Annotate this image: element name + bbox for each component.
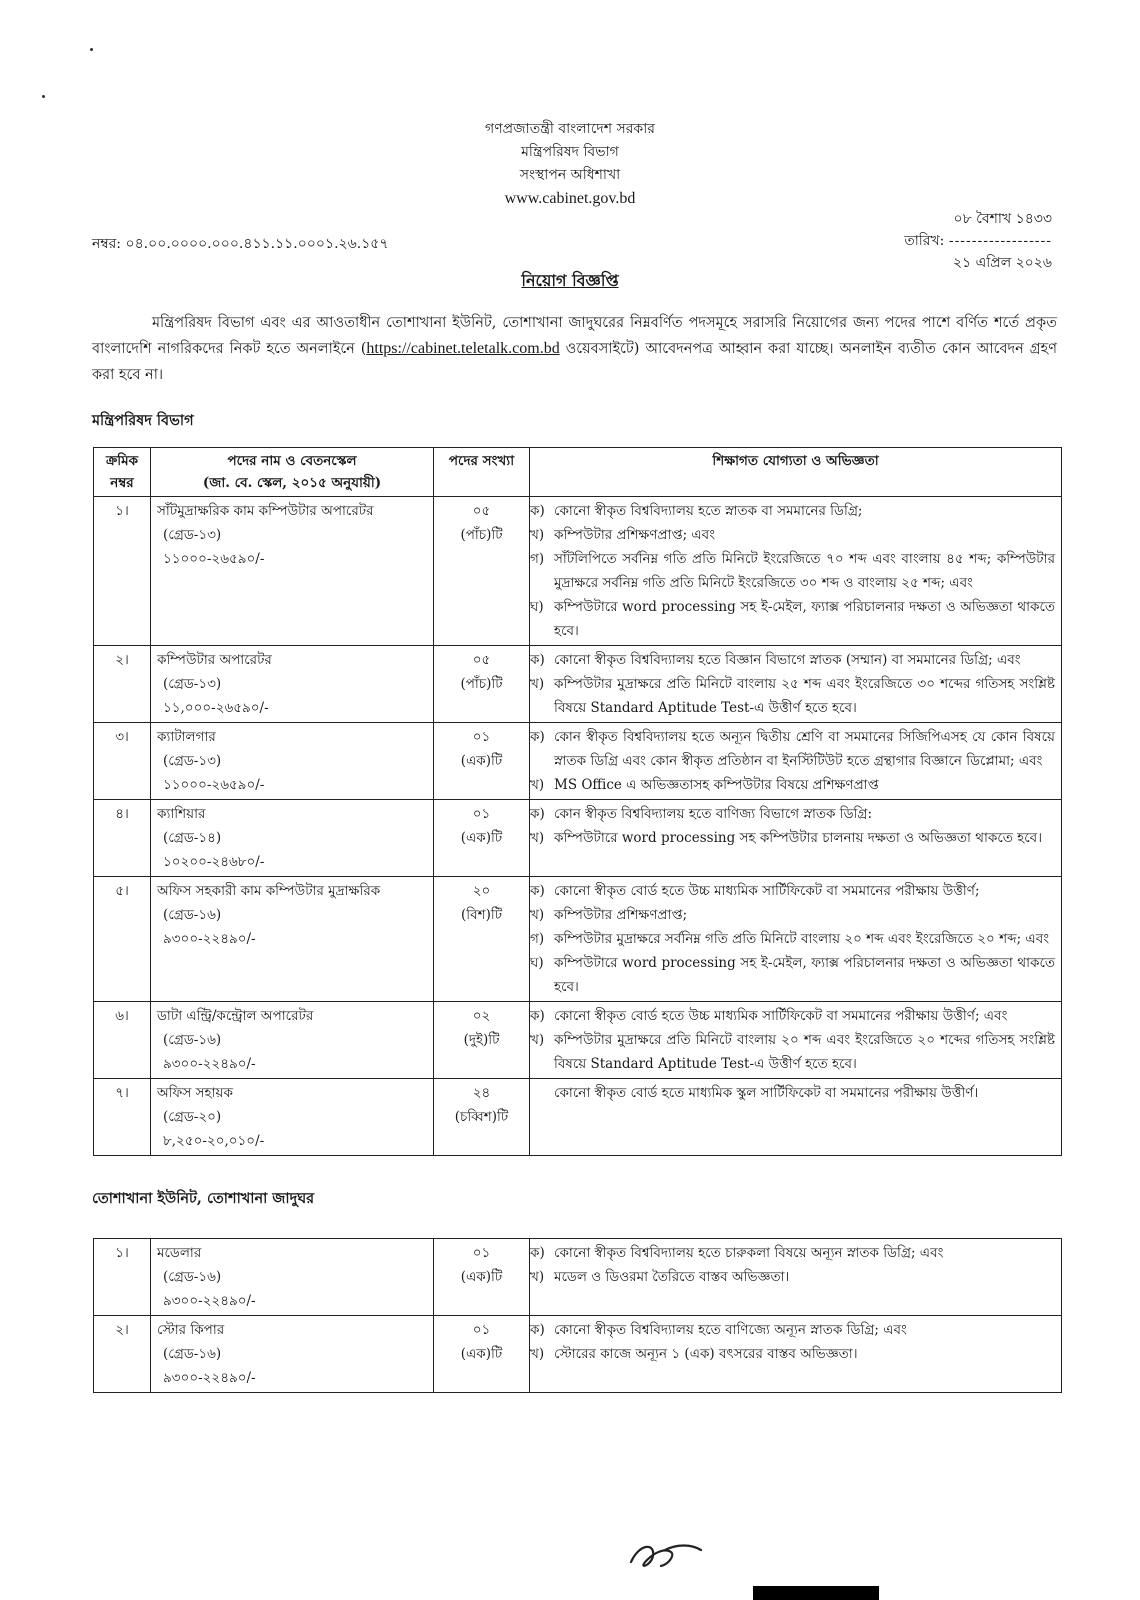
post-count-words: (এক)টি: [460, 830, 503, 846]
col-header-qualification: শিক্ষাগত যোগ্যতা ও অভিজ্ঞতা: [530, 448, 1062, 497]
qualification-item: [530, 951, 1055, 999]
website-text: www.cabinet.gov.bd: [504, 190, 636, 207]
post-count: ০৫: [472, 652, 491, 668]
serial-cell: ৫।: [94, 877, 151, 1002]
qualification-text: কোনো স্বীকৃত বোর্ড হতে উচ্চ মাধ্যমিক সার্টিফিকেট বা সমমানের পরীক্ষায় উত্তীর্ণ; এবং: [554, 1008, 1008, 1024]
post-name: ক্যাশিয়ার: [157, 806, 206, 822]
post-count-words: (পাঁচ)টি: [460, 527, 503, 543]
post-name: ডাটা এন্ট্রি/কন্ট্রোল অপারেটর: [157, 1008, 314, 1024]
qualification-item: [530, 826, 1055, 850]
post-cell: [151, 497, 434, 646]
table-row: [94, 1239, 1062, 1316]
qualification-text: কম্পিউটারে word processing সহ ই-মেইল, ফ্যাক্স পরিচালনার দক্ষতা ও অভিজ্ঞতা থাকতে হবে।: [554, 955, 1055, 995]
table-row: [94, 877, 1062, 1002]
qualification-label: [530, 1081, 554, 1105]
qualification-label: গ): [530, 931, 545, 947]
qualification-cell: [530, 800, 1062, 877]
post-count: ০১: [472, 729, 491, 745]
intro-text-start: মন্ত্রিপরিষদ বিভাগ এবং এর আওতাধীন তোশাখানা ইউনিট, তোশাখানা জাদুঘরের নিম্নবর্ণিত পদসমূহে সরাসরি নিয়োগের জন্য পদের পাশে বর্ণিত শর্তে প্রকৃত বাংলাদেশি নাগরিকদের নিকট হতে অনলাইনে (: [92, 315, 1057, 357]
post-name: অফিস সহকারী কাম কম্পিউটার মুদ্রাক্ষরিক: [157, 883, 381, 899]
qualification-item: [530, 547, 1055, 595]
post-cell: [151, 800, 434, 877]
qualification-label: খ): [530, 1346, 545, 1362]
count-cell: [434, 723, 530, 800]
qualification-item: [530, 672, 1055, 720]
qualification-label: খ): [530, 676, 545, 692]
qualification-cell: [530, 877, 1062, 1002]
post-count: ০১: [472, 1322, 491, 1338]
post-count: ০২: [472, 1008, 491, 1024]
post-cell: [151, 723, 434, 800]
qualification-item: [530, 648, 1055, 672]
qualification-item: [530, 903, 1055, 927]
count-cell: [434, 646, 530, 723]
qualification-label: ক): [530, 503, 545, 519]
qualification-label: খ): [530, 527, 545, 543]
qualification-label: খ): [530, 1032, 545, 1048]
count-cell: [434, 497, 530, 646]
serial-cell: ১।: [94, 1239, 151, 1316]
pay-scale: ৯৩০০-২২৪৯০/-: [163, 1056, 256, 1072]
qualification-label: খ): [530, 830, 545, 846]
qualification-text: কম্পিউটার প্রশিক্ষণপ্রাপ্ত; এবং: [554, 527, 715, 543]
application-link[interactable]: https://cabinet.teletalk.com.bd: [366, 340, 560, 357]
qualification-text: কোনো স্বীকৃত বিশ্ববিদ্যালয় হতে চারুকলা বিষয়ে অন্যূন স্নাতক ডিগ্রি; এবং: [554, 1245, 944, 1261]
qualification-cell: [530, 646, 1062, 723]
serial-cell: ২।: [94, 1316, 151, 1393]
qualification-label: ক): [530, 1322, 545, 1338]
division-name: মন্ত্রিপরিষদ বিভাগ: [521, 144, 619, 160]
qualification-text: কোনো স্বীকৃত বিশ্ববিদ্যালয় হতে বিজ্ঞান বিভাগে স্নাতক (সম্মান) বা সমমানের ডিগ্রি; এবং: [554, 652, 1021, 668]
table-row: [94, 1316, 1062, 1393]
serial-cell: ১।: [94, 497, 151, 646]
count-cell: [434, 1079, 530, 1156]
post-grade: (গ্রেড-২০): [163, 1109, 222, 1125]
date-bangla: ০৮ বৈশাখ ১৪৩৩: [953, 211, 1052, 227]
qualification-label: ক): [530, 806, 545, 822]
qualification-label: ঘ): [530, 955, 544, 971]
qualification-label: গ): [530, 551, 545, 567]
qualification-cell: [530, 1316, 1062, 1393]
post-count: ০৫: [472, 503, 491, 519]
col-header-post-title: পদের নাম ও বেতনস্কেল: [227, 453, 357, 469]
signature-mark: [625, 1530, 709, 1578]
qualification-text: কোন স্বীকৃত বিশ্ববিদ্যালয় হতে অন্যূন দ্বিতীয় শ্রেণি বা সমমানের সিজিপিএসহ যে কোন বিষয়ে স্নাতক ডিগ্রি এবং কোন স্বীকৃত প্রতিষ্ঠান বা ইনস্টিটিউট হতে গ্রন্থাগার বিজ্ঞানে ডিপ্লোমা; এবং: [554, 729, 1055, 769]
posts-table-cabinet: [93, 447, 1062, 1156]
post-grade: (গ্রেড-১৬): [163, 907, 222, 923]
qualification-text: কম্পিউটার প্রশিক্ষণপ্রাপ্ত;: [554, 907, 688, 923]
table-row: [94, 1002, 1062, 1079]
post-name: মডেলার: [157, 1245, 202, 1261]
qualification-item: [530, 499, 1055, 523]
post-grade: (গ্রেড-১৩): [163, 753, 222, 769]
qualification-text: কোনো স্বীকৃত বোর্ড হতে উচ্চ মাধ্যমিক সার্টিফিকেট বা সমমানের পরীক্ষায় উত্তীর্ণ;: [554, 883, 980, 899]
posts-table-toshakhana: [93, 1238, 1062, 1393]
qualification-text: সাঁটলিপিতে সর্বনিম্ন গতি প্রতি মিনিটে ইংরেজিতে ৭০ শব্দ এবং বাংলায় ৪৫ শব্দ; কম্পিউটার মুদ্রাক্ষরে সর্বনিম্ন গতি প্রতি মিনিটে ইংরেজিতে ৩০ শব্দ ও বাংলায় ২৫ শব্দ; এবং: [554, 551, 1055, 591]
qualification-item: [530, 1028, 1055, 1076]
qualification-label: খ): [530, 1269, 545, 1285]
qualification-item: [530, 927, 1055, 951]
post-count: ২০: [472, 883, 491, 899]
post-grade: (গ্রেড-১৬): [163, 1032, 222, 1048]
qualification-item: [530, 1342, 1055, 1366]
post-name: ক্যাটালগার: [157, 729, 216, 745]
qualification-text: কোনো স্বীকৃত বোর্ড হতে মাধ্যমিক স্কুল সার্টিফিকেট বা সমমানের পরীক্ষায় উত্তীর্ণ।: [554, 1085, 979, 1101]
col-header-count: পদের সংখ্যা: [434, 448, 530, 497]
qualification-text: মডেল ও ডিওরমা তৈরিতে বাস্তব অভিজ্ঞতা।: [554, 1269, 790, 1285]
post-cell: [151, 1239, 434, 1316]
wing-name: সংস্থাপন অধিশাখা: [519, 167, 621, 183]
memo-number: নম্বর: ০৪.০০.০০০০.০০০.৪১১.১১.০০০১.২৬.১৫৭: [92, 236, 389, 252]
qualification-cell: [530, 723, 1062, 800]
post-grade: (গ্রেড-১৩): [163, 527, 222, 543]
post-cell: [151, 1316, 434, 1393]
pay-scale: ৯৩০০-২২৪৯০/-: [163, 1370, 256, 1386]
serial-cell: ৩।: [94, 723, 151, 800]
count-cell: [434, 1239, 530, 1316]
letterhead: [0, 118, 1140, 210]
qualification-item: [530, 773, 1055, 797]
post-cell: [151, 1079, 434, 1156]
qualification-item: [530, 802, 1055, 826]
qualification-label: ঘ): [530, 599, 544, 615]
qualification-cell: [530, 1079, 1062, 1156]
post-grade: (গ্রেড-১৬): [163, 1346, 222, 1362]
pay-scale: ১১০০০-২৬৫৯০/-: [163, 551, 265, 567]
qualification-text: কম্পিউটারে word processing সহ ই-মেইল, ফ্যাক্স পরিচালনার দক্ষতা ও অভিজ্ঞতা থাকতে হবে।: [554, 599, 1055, 639]
qualification-item: [530, 1241, 1055, 1265]
qualification-text: কোনো স্বীকৃত বিশ্ববিদ্যালয় হতে স্নাতক বা সমমানের ডিগ্রি;: [554, 503, 863, 519]
post-grade: (গ্রেড-১৩): [163, 676, 222, 692]
count-cell: [434, 800, 530, 877]
pay-scale: ৯৩০০-২২৪৯০/-: [163, 1293, 256, 1309]
section-heading-toshakhana: তোশাখানা ইউনিট, তোশাখানা জাদুঘর: [92, 1190, 315, 1207]
qualification-label: খ): [530, 907, 545, 923]
qualification-item: [536, 1081, 1055, 1105]
table-row: [94, 723, 1062, 800]
col-header-post: [151, 448, 434, 497]
post-count-words: (এক)টি: [460, 1269, 503, 1285]
post-cell: [151, 1002, 434, 1079]
qualification-text: কোনো স্বীকৃত বিশ্ববিদ্যালয় হতে বাণিজ্যে অন্যূন স্নাতক ডিগ্রি; এবং: [554, 1322, 907, 1338]
serial-cell: ৪।: [94, 800, 151, 877]
count-cell: [434, 1002, 530, 1079]
qualification-item: [530, 595, 1055, 643]
intro-text-end: ওয়েবসাইটে) আবেদনপত্র আহ্বান করা যাচ্ছে। অনলাইন ব্যতীত কোন আবেদন গ্রহণ করা হবে না।: [92, 341, 1057, 383]
qualification-label: খ): [530, 777, 545, 793]
serial-cell: ৭।: [94, 1079, 151, 1156]
qualification-item: [530, 523, 1055, 547]
qualification-item: [530, 1265, 1055, 1289]
post-count: ০১: [472, 1245, 491, 1261]
redaction-bar: [753, 1586, 879, 1600]
date-block: [904, 208, 1052, 274]
post-count-words: (এক)টি: [460, 1346, 503, 1362]
govt-name: গণপ্রজাতন্ত্রী বাংলাদেশ সরকার: [485, 121, 655, 137]
qualification-label: ক): [530, 1008, 545, 1024]
serial-cell: ৬।: [94, 1002, 151, 1079]
qualification-text: কোন স্বীকৃত বিশ্ববিদ্যালয় হতে বাণিজ্য বিভাগে স্নাতক ডিগ্রি:: [554, 806, 873, 822]
qualification-item: [530, 1318, 1055, 1342]
qualification-cell: [530, 497, 1062, 646]
post-name: সাঁটমুদ্রাক্ষরিক কাম কম্পিউটার অপারেটর: [157, 503, 374, 519]
post-cell: [151, 877, 434, 1002]
post-count-words: (এক)টি: [460, 753, 503, 769]
post-name: অফিস সহায়ক: [157, 1085, 233, 1101]
scan-speck: [42, 95, 45, 98]
table-row: [94, 800, 1062, 877]
qualification-item: [530, 879, 1055, 903]
pay-scale: ১১,০০০-২৬৫৯০/-: [163, 700, 269, 716]
post-grade: (গ্রেড-১৪): [163, 830, 222, 846]
col-header-post-scale: (জা. বে. স্কেল, ২০১৫ অনুযায়ী): [202, 475, 382, 491]
table-row: [94, 497, 1062, 646]
section-heading-cabinet: মন্ত্রিপরিষদ বিভাগ: [92, 412, 194, 429]
qualification-text: স্টোরের কাজে অন্যূন ১ (এক) বৎসরের বাস্তব অভিজ্ঞতা।: [554, 1346, 858, 1362]
post-count-words: (পাঁচ)টি: [460, 676, 503, 692]
qualification-item: [530, 1004, 1055, 1028]
pay-scale: ১০২০০-২৪৬৮০/-: [163, 854, 265, 870]
qualification-text: কম্পিউটার মুদ্রাক্ষরে প্রতি মিনিটে বাংলায় ২৫ শব্দ এবং ইংরেজিতে ৩০ শব্দের গতিসহ সংশ্লিষ্ট বিষয়ে Standard Aptitude Test-এ উত্তীর্ণ হতে হবে।: [554, 676, 1055, 716]
qualification-text: কম্পিউটার মুদ্রাক্ষরে প্রতি মিনিটে বাংলায় ২০ শব্দ এবং ইংরেজিতে ২০ শব্দের গতিসহ সংশ্লিষ্ট বিষয়ে Standard Aptitude Test-এ উত্তীর্ণ হতে হবে।: [554, 1032, 1055, 1072]
qualification-label: ক): [530, 729, 545, 745]
post-grade: (গ্রেড-১৬): [163, 1269, 222, 1285]
post-count: ০১: [472, 806, 491, 822]
post-count-words: (চব্বিশ)টি: [454, 1109, 509, 1125]
qualification-label: ক): [530, 1245, 545, 1261]
pay-scale: ১১০০০-২৬৫৯০/-: [163, 777, 265, 793]
scan-speck: [90, 48, 93, 51]
count-cell: [434, 1316, 530, 1393]
date-divider: ------------------: [948, 233, 1052, 249]
post-count: ২৪: [472, 1085, 491, 1101]
qualification-text: কম্পিউটার মুদ্রাক্ষরে সর্বনিম্ন গতি প্রতি মিনিটে বাংলায় ২০ শব্দ এবং ইংরেজিতে ২০ শব্দ; এবং: [554, 931, 1050, 947]
pay-scale: ৮,২৫০-২০,০১০/-: [163, 1133, 265, 1149]
col-header-serial: ক্রমিক নম্বর: [94, 448, 151, 497]
date-gregorian: ২১ এপ্রিল ২০২৬: [952, 255, 1052, 271]
serial-cell: ২।: [94, 646, 151, 723]
qualification-cell: [530, 1239, 1062, 1316]
pay-scale: ৯৩০০-২২৪৯০/-: [163, 931, 256, 947]
post-name: কম্পিউটার অপারেটর: [157, 652, 272, 668]
count-cell: [434, 877, 530, 1002]
intro-paragraph: [92, 310, 1057, 388]
qualification-item: [530, 725, 1055, 773]
date-label: তারিখ:: [904, 233, 945, 249]
qualification-label: ক): [530, 883, 545, 899]
qualification-text: কম্পিউটারে word processing সহ কম্পিউটার চালনায় দক্ষতা ও অভিজ্ঞতা থাকতে হবে।: [554, 830, 1043, 846]
post-count-words: (বিশ)টি: [460, 907, 503, 923]
post-count-words: (দুই)টি: [463, 1032, 500, 1048]
table-row: [94, 1079, 1062, 1156]
post-cell: [151, 646, 434, 723]
qualification-cell: [530, 1002, 1062, 1079]
post-name: স্টোর কিপার: [157, 1322, 225, 1338]
qualification-label: ক): [530, 652, 545, 668]
table-row: [94, 646, 1062, 723]
notice-title: নিয়োগ বিজ্ঞপ্তি: [521, 271, 619, 290]
qualification-text: MS Office এ অভিজ্ঞতাসহ কম্পিউটার বিষয়ে প্রশিক্ষণপ্রাপ্ত: [554, 777, 879, 793]
